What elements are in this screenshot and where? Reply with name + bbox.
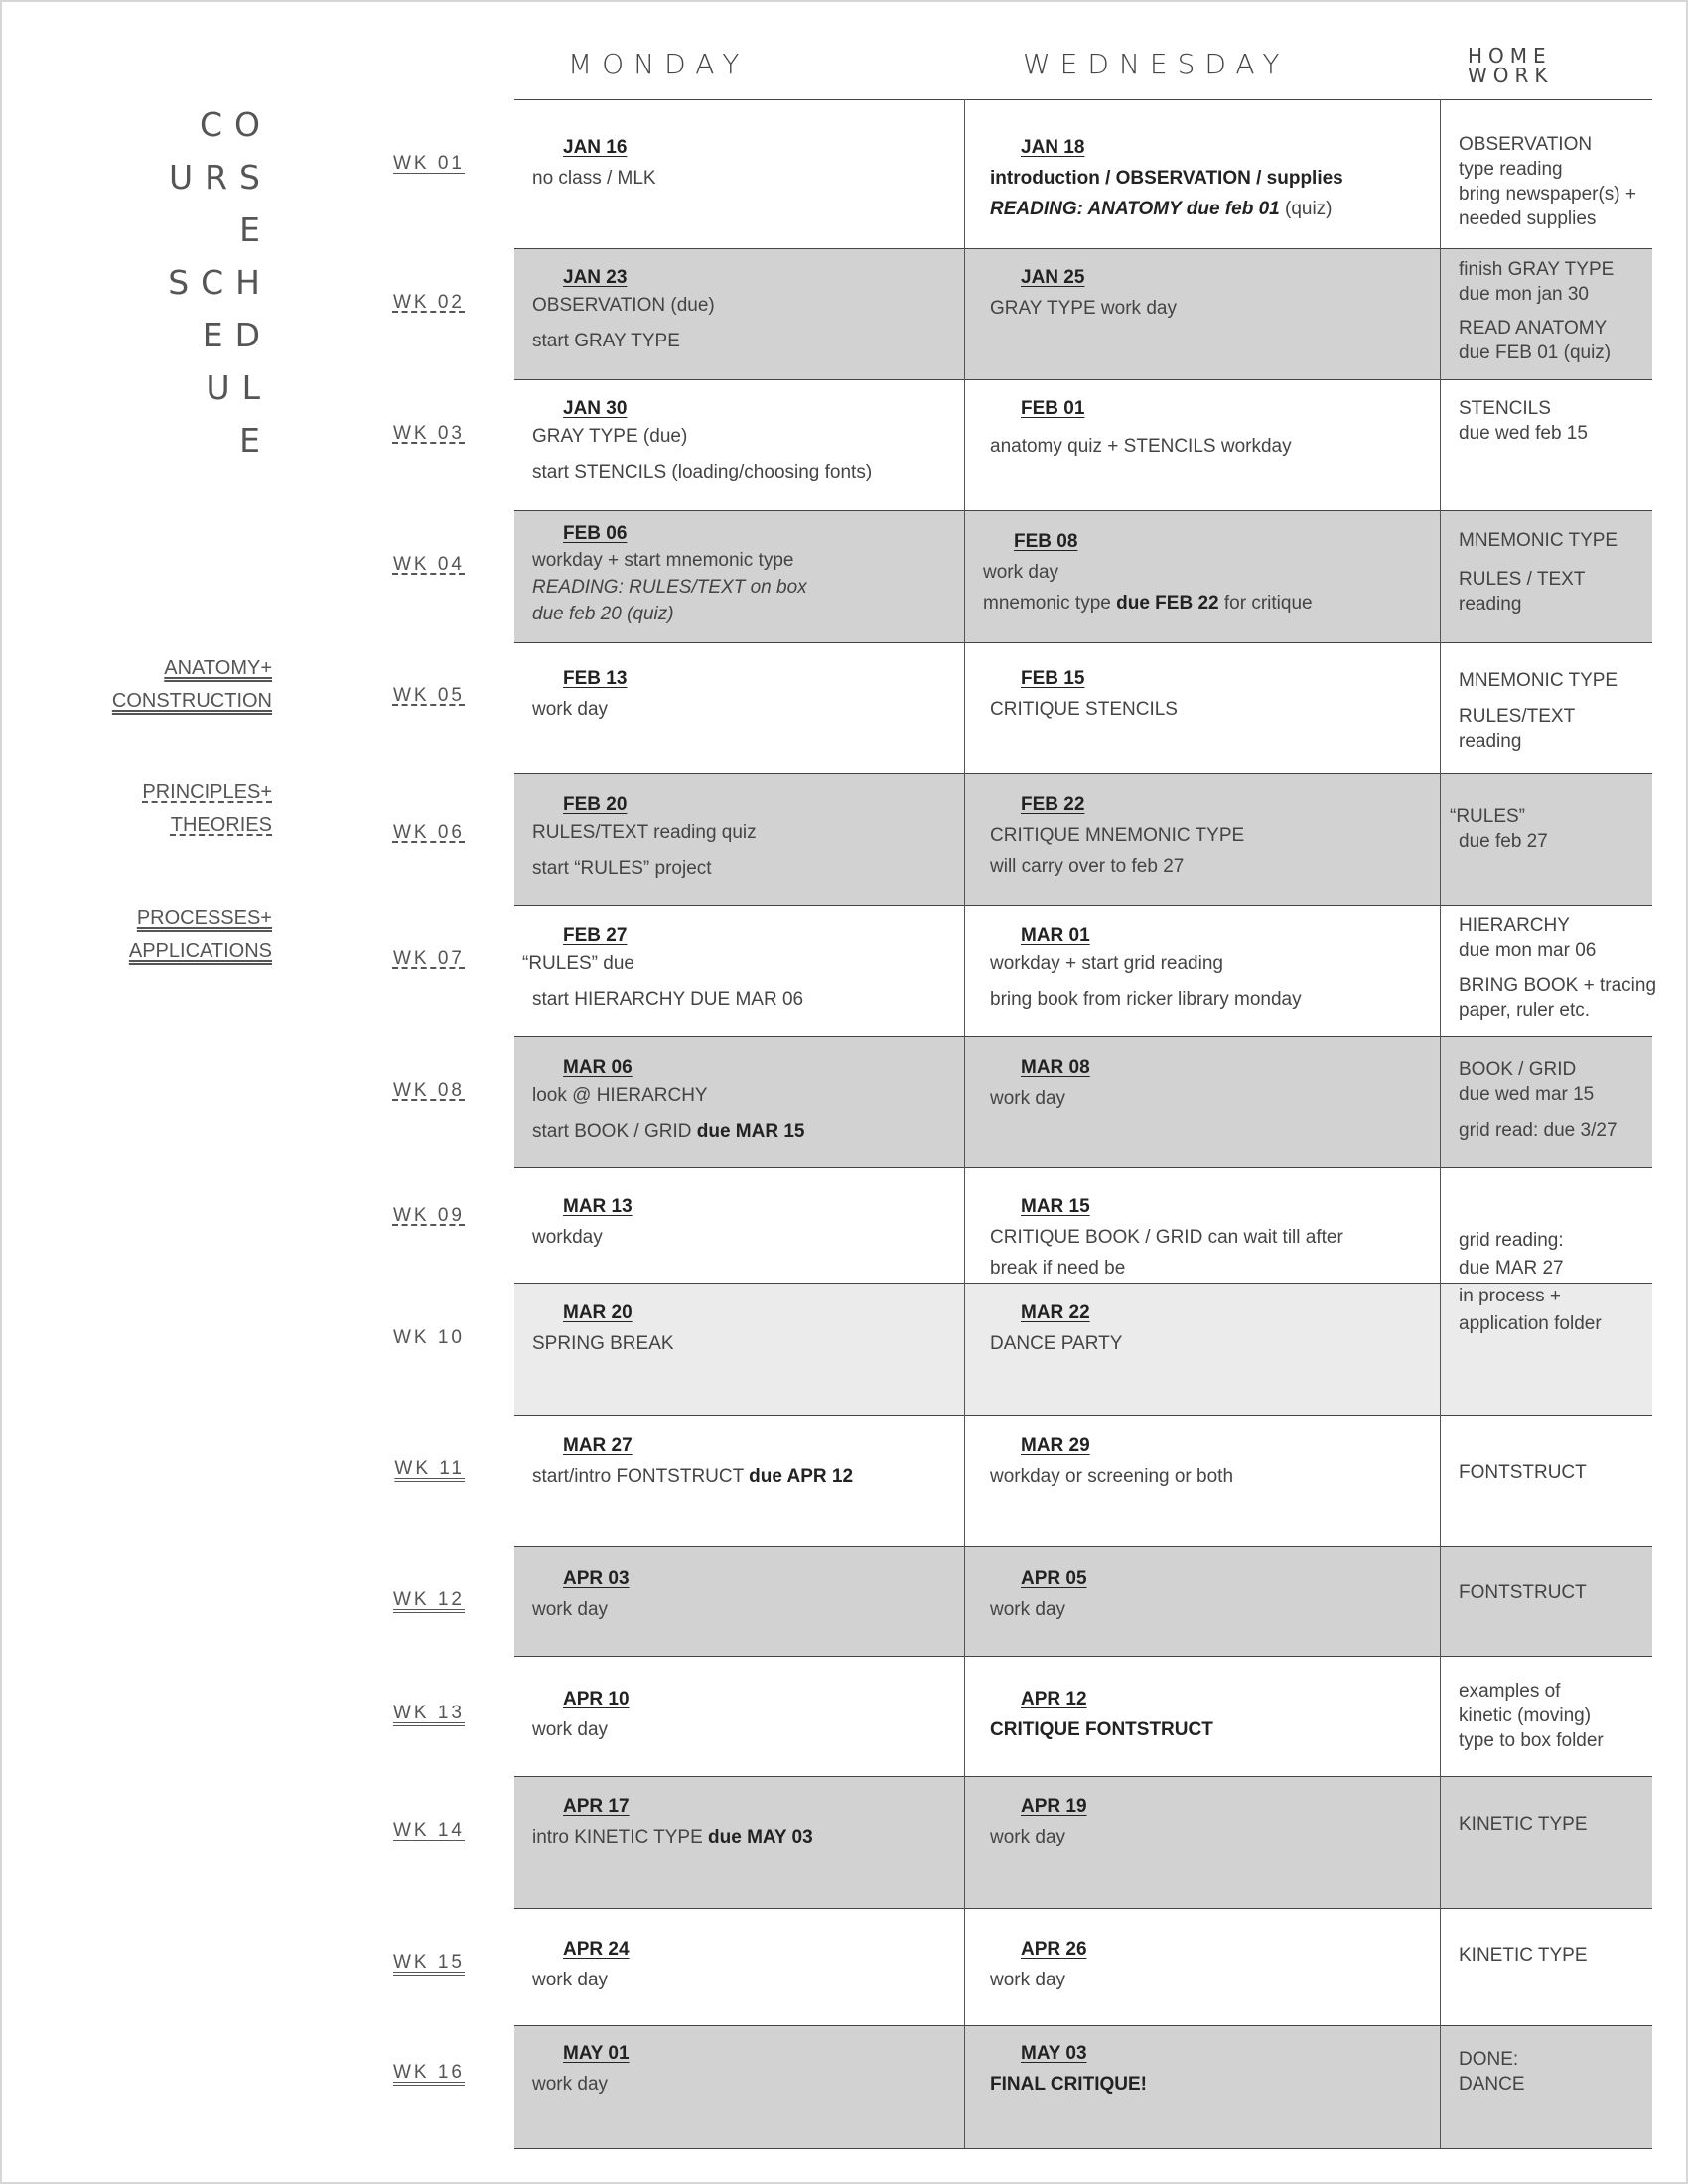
week-label[interactable]: WK 06 bbox=[392, 822, 465, 843]
monday-cell bbox=[532, 1052, 805, 1145]
monday-cell bbox=[532, 1684, 630, 1745]
monday-line: READING: RULES/TEXT on box bbox=[532, 577, 807, 598]
monday-line-emphasis: due MAR 15 bbox=[696, 1121, 805, 1142]
wednesday-date: APR 19 bbox=[1021, 1796, 1087, 1817]
monday-date: JAN 23 bbox=[563, 267, 628, 288]
monday-date: FEB 06 bbox=[563, 523, 628, 544]
wednesday-line-rest: (quiz) bbox=[1279, 199, 1333, 219]
homework-line: reading bbox=[1459, 594, 1522, 614]
homework-line: paper, ruler etc. bbox=[1459, 1000, 1591, 1021]
wednesday-cell bbox=[990, 132, 1343, 224]
monday-line: due feb 20 (quiz) bbox=[532, 604, 674, 624]
monday-date: FEB 20 bbox=[563, 794, 628, 815]
monday-line: work day bbox=[532, 1970, 609, 1990]
homework-cell bbox=[1459, 396, 1588, 446]
wednesday-cell bbox=[990, 393, 1292, 462]
homework-cell bbox=[1450, 804, 1548, 854]
wednesday-date: FEB 15 bbox=[1021, 668, 1085, 689]
homework-line: MNEMONIC TYPE bbox=[1459, 530, 1618, 551]
monday-cell bbox=[532, 663, 627, 725]
homework-cell bbox=[1459, 2047, 1525, 2097]
monday-line-start: intro KINETIC TYPE bbox=[532, 1827, 709, 1847]
week-label[interactable]: WK 04 bbox=[392, 554, 465, 575]
wednesday-line: GRAY TYPE work day bbox=[990, 298, 1177, 319]
homework-line: type to box folder bbox=[1459, 1730, 1604, 1751]
homework-header bbox=[1468, 46, 1554, 85]
monday-line-emphasis: due APR 12 bbox=[749, 1466, 854, 1487]
wednesday-date: APR 05 bbox=[1021, 1569, 1087, 1589]
homework-cell bbox=[1459, 257, 1614, 365]
wednesday-cell bbox=[990, 920, 1302, 1013]
homework-cell bbox=[1459, 1227, 1602, 1338]
monday-line: no class / MLK bbox=[532, 168, 656, 189]
title-line: E bbox=[239, 421, 272, 460]
homework-cell bbox=[1459, 668, 1618, 753]
homework-line: MNEMONIC TYPE bbox=[1459, 670, 1618, 691]
monday-cell bbox=[532, 789, 757, 882]
monday-date: APR 03 bbox=[563, 1569, 630, 1589]
category-principles-theories[interactable] bbox=[142, 776, 272, 842]
homework-cell bbox=[1459, 913, 1656, 1023]
title-line: ED bbox=[202, 316, 272, 354]
wednesday-date: FEB 22 bbox=[1021, 794, 1085, 815]
wednesday-date: JAN 18 bbox=[1021, 137, 1085, 158]
monday-date: MAR 27 bbox=[563, 1435, 633, 1456]
homework-line: due mon jan 30 bbox=[1459, 284, 1589, 305]
monday-cell bbox=[532, 520, 807, 627]
monday-line: “RULES” due bbox=[522, 953, 634, 974]
homework-line: HIERARCHY bbox=[1459, 915, 1570, 936]
wednesday-date: APR 12 bbox=[1021, 1689, 1087, 1709]
week-label[interactable]: WK 03 bbox=[392, 423, 465, 444]
monday-line-start: start BOOK / GRID bbox=[532, 1121, 697, 1142]
wednesday-line: anatomy quiz + STENCILS workday bbox=[990, 436, 1292, 457]
wednesday-line: bring book from ricker library monday bbox=[990, 989, 1302, 1010]
week-label[interactable]: WK 10 bbox=[392, 1327, 465, 1348]
homework-line: RULES/TEXT bbox=[1459, 706, 1576, 727]
homework-line: due FEB 01 (quiz) bbox=[1459, 342, 1612, 363]
homework-line: FONTSTRUCT bbox=[1459, 1462, 1587, 1483]
monday-date: MAR 13 bbox=[563, 1196, 633, 1217]
week-label[interactable]: WK 16 bbox=[392, 2062, 465, 2083]
wednesday-date: FEB 01 bbox=[1021, 398, 1085, 419]
wednesday-line-end: for critique bbox=[1218, 593, 1313, 614]
category-line: PRINCIPLES+ bbox=[142, 781, 272, 803]
wednesday-cell bbox=[990, 1564, 1087, 1625]
homework-line: due feb 27 bbox=[1459, 831, 1548, 852]
monday-line-emphasis: due MAY 03 bbox=[708, 1827, 813, 1847]
wednesday-cell bbox=[990, 663, 1178, 725]
monday-date: MAY 01 bbox=[563, 2043, 630, 2064]
category-line: PROCESSES+ bbox=[136, 907, 272, 929]
homework-line: due mon mar 06 bbox=[1459, 940, 1597, 961]
monday-cell bbox=[532, 1191, 633, 1253]
monday-cell bbox=[522, 920, 803, 1013]
column-divider bbox=[1440, 99, 1441, 2148]
wednesday-cell bbox=[990, 1791, 1087, 1852]
week-label[interactable]: WK 02 bbox=[392, 292, 465, 313]
homework-line: finish GRAY TYPE bbox=[1459, 259, 1615, 280]
wednesday-line: workday + start grid reading bbox=[990, 953, 1223, 974]
category-line: CONSTRUCTION bbox=[111, 690, 272, 712]
monday-cell bbox=[532, 2038, 630, 2100]
week-label[interactable]: WK 14 bbox=[392, 1820, 465, 1841]
homework-line: BRING BOOK + tracing bbox=[1459, 975, 1657, 996]
homework-cell bbox=[1459, 1580, 1587, 1605]
homework-line: due wed mar 15 bbox=[1459, 1084, 1595, 1105]
homework-header-line1: HOME bbox=[1468, 44, 1552, 68]
monday-cell bbox=[532, 132, 656, 194]
wednesday-date: JAN 25 bbox=[1021, 267, 1085, 288]
monday-line-start: start/intro FONTSTRUCT bbox=[532, 1466, 750, 1487]
monday-cell bbox=[532, 1564, 630, 1625]
category-line: APPLICATIONS bbox=[128, 940, 272, 962]
monday-line: work day bbox=[532, 699, 609, 720]
monday-line: start “RULES” project bbox=[532, 858, 712, 879]
wednesday-line: work day bbox=[983, 562, 1059, 583]
homework-line: due MAR 27 bbox=[1459, 1258, 1564, 1279]
homework-line: BOOK / GRID bbox=[1459, 1059, 1577, 1080]
homework-header-line2: WORK bbox=[1468, 64, 1554, 87]
wednesday-line: CRITIQUE STENCILS bbox=[990, 699, 1178, 720]
table-bottom-rule bbox=[514, 2148, 1652, 2149]
category-line: ANATOMY+ bbox=[164, 657, 272, 679]
monday-cell bbox=[532, 393, 872, 485]
wednesday-date: MAR 01 bbox=[1021, 925, 1090, 946]
week-label[interactable]: WK 08 bbox=[392, 1080, 465, 1101]
homework-line: KINETIC TYPE bbox=[1459, 1814, 1588, 1835]
homework-cell bbox=[1459, 132, 1636, 231]
homework-cell bbox=[1459, 1943, 1588, 1968]
homework-line: due wed feb 15 bbox=[1459, 423, 1588, 444]
wednesday-line: CRITIQUE FONTSTRUCT bbox=[990, 1719, 1213, 1740]
monday-header: MONDAY bbox=[568, 48, 750, 80]
homework-line: type reading bbox=[1459, 159, 1563, 180]
title-line: E bbox=[239, 210, 272, 249]
wednesday-cell bbox=[990, 262, 1177, 324]
wednesday-date: FEB 08 bbox=[1014, 531, 1078, 552]
monday-cell bbox=[532, 262, 715, 354]
wednesday-line: DANCE PARTY bbox=[990, 1333, 1123, 1354]
monday-date: APR 24 bbox=[563, 1939, 630, 1960]
homework-line: grid read: due 3/27 bbox=[1459, 1120, 1618, 1141]
title-line: CO bbox=[199, 105, 272, 144]
wednesday-line: workday or screening or both bbox=[990, 1466, 1234, 1487]
monday-date: APR 17 bbox=[563, 1796, 630, 1817]
wednesday-date: APR 26 bbox=[1021, 1939, 1087, 1960]
monday-line: start GRAY TYPE bbox=[532, 331, 680, 351]
homework-line: reading bbox=[1459, 731, 1522, 751]
wednesday-cell bbox=[990, 1684, 1213, 1745]
homework-cell bbox=[1459, 1057, 1618, 1143]
wednesday-line-start: mnemonic type bbox=[983, 593, 1117, 614]
homework-line: “RULES” bbox=[1450, 806, 1526, 827]
wednesday-line: will carry over to feb 27 bbox=[990, 856, 1185, 877]
category-anatomy-construction[interactable] bbox=[112, 652, 272, 718]
column-divider bbox=[964, 99, 965, 2148]
monday-cell bbox=[532, 1791, 813, 1852]
homework-line: in process + bbox=[1459, 1286, 1561, 1306]
wednesday-header: WEDNESDAY bbox=[1023, 48, 1290, 80]
wednesday-cell bbox=[990, 1934, 1087, 1995]
homework-line: READ ANATOMY bbox=[1459, 318, 1608, 339]
wednesday-line: work day bbox=[990, 1599, 1066, 1620]
wednesday-date: MAY 03 bbox=[1021, 2043, 1087, 2064]
monday-line: workday bbox=[532, 1227, 603, 1248]
monday-line: start HIERARCHY DUE MAR 06 bbox=[532, 989, 804, 1010]
homework-line: DONE: bbox=[1459, 2049, 1519, 2070]
wednesday-cell bbox=[990, 1191, 1343, 1284]
monday-line: GRAY TYPE (due) bbox=[532, 426, 688, 447]
homework-line: DANCE bbox=[1459, 2074, 1525, 2095]
wednesday-cell bbox=[990, 1052, 1090, 1114]
week-label[interactable]: WK 12 bbox=[392, 1589, 465, 1610]
week-label[interactable]: WK 07 bbox=[392, 948, 465, 969]
homework-line: STENCILS bbox=[1459, 398, 1551, 419]
wednesday-cell bbox=[990, 789, 1244, 882]
wednesday-line: break if need be bbox=[990, 1258, 1126, 1279]
week-label[interactable]: WK 05 bbox=[392, 685, 465, 706]
wednesday-line: FINAL CRITIQUE! bbox=[990, 2074, 1147, 2095]
monday-date: FEB 27 bbox=[563, 925, 628, 946]
homework-cell bbox=[1459, 1812, 1588, 1837]
week-label[interactable]: WK 09 bbox=[392, 1205, 465, 1226]
homework-cell bbox=[1459, 1460, 1587, 1485]
wednesday-date: MAR 22 bbox=[1021, 1302, 1090, 1323]
homework-line: bring newspaper(s) + bbox=[1459, 184, 1637, 205]
homework-line: kinetic (moving) bbox=[1459, 1706, 1592, 1726]
monday-line: work day bbox=[532, 2074, 609, 2095]
homework-cell bbox=[1459, 1679, 1604, 1753]
wednesday-line: CRITIQUE BOOK / GRID can wait till after bbox=[990, 1227, 1343, 1248]
monday-date: JAN 30 bbox=[563, 398, 628, 419]
homework-line: application folder bbox=[1459, 1313, 1602, 1334]
wednesday-line-emphasis: READING: ANATOMY due feb 01 bbox=[990, 199, 1280, 219]
wednesday-cell bbox=[983, 526, 1313, 618]
wednesday-date: MAR 29 bbox=[1021, 1435, 1090, 1456]
monday-date: APR 10 bbox=[563, 1689, 630, 1709]
monday-line: OBSERVATION (due) bbox=[532, 295, 715, 316]
week-label[interactable]: WK 13 bbox=[392, 1703, 465, 1723]
homework-line: needed supplies bbox=[1459, 208, 1597, 229]
week-label[interactable]: WK 15 bbox=[392, 1952, 465, 1973]
wednesday-line: work day bbox=[990, 1827, 1066, 1847]
title-line: UL bbox=[206, 368, 272, 407]
monday-line: RULES/TEXT reading quiz bbox=[532, 822, 757, 843]
monday-line: start STENCILS (loading/choosing fonts) bbox=[532, 462, 873, 482]
monday-line: SPRING BREAK bbox=[532, 1333, 674, 1354]
homework-line: grid reading: bbox=[1459, 1230, 1564, 1251]
monday-line: work day bbox=[532, 1719, 609, 1740]
monday-cell bbox=[532, 1431, 853, 1492]
wednesday-date: MAR 15 bbox=[1021, 1196, 1090, 1217]
category-processes-applications[interactable] bbox=[129, 902, 272, 968]
wednesday-line: work day bbox=[990, 1088, 1066, 1109]
monday-date: MAR 06 bbox=[563, 1057, 633, 1078]
homework-line: FONTSTRUCT bbox=[1459, 1582, 1587, 1603]
wednesday-line: CRITIQUE MNEMONIC TYPE bbox=[990, 825, 1245, 846]
wednesday-line: work day bbox=[990, 1970, 1066, 1990]
title-line: SCH bbox=[168, 263, 272, 302]
monday-line: look @ HIERARCHY bbox=[532, 1085, 708, 1106]
monday-date: FEB 13 bbox=[563, 668, 628, 689]
wednesday-cell bbox=[990, 1431, 1233, 1492]
monday-line: workday + start mnemonic type bbox=[532, 550, 794, 571]
week-label[interactable]: WK 11 bbox=[394, 1458, 465, 1479]
monday-cell bbox=[532, 1297, 674, 1359]
wednesday-date: MAR 08 bbox=[1021, 1057, 1090, 1078]
title-line: URS bbox=[168, 158, 272, 197]
homework-line: KINETIC TYPE bbox=[1459, 1945, 1588, 1966]
wednesday-cell bbox=[990, 2038, 1147, 2100]
monday-line: work day bbox=[532, 1599, 609, 1620]
homework-cell bbox=[1459, 528, 1618, 616]
wednesday-line-emphasis: due FEB 22 bbox=[1116, 593, 1219, 614]
monday-date: JAN 16 bbox=[563, 137, 628, 158]
wednesday-cell bbox=[990, 1297, 1122, 1359]
monday-cell bbox=[532, 1934, 630, 1995]
homework-line: RULES / TEXT bbox=[1459, 569, 1586, 590]
homework-line: OBSERVATION bbox=[1459, 134, 1593, 155]
wednesday-line: introduction / OBSERVATION / supplies bbox=[990, 168, 1343, 189]
week-label[interactable]: WK 01 bbox=[392, 153, 465, 174]
homework-line: examples of bbox=[1459, 1681, 1561, 1702]
category-line: THEORIES bbox=[170, 814, 272, 836]
monday-date: MAR 20 bbox=[563, 1302, 633, 1323]
